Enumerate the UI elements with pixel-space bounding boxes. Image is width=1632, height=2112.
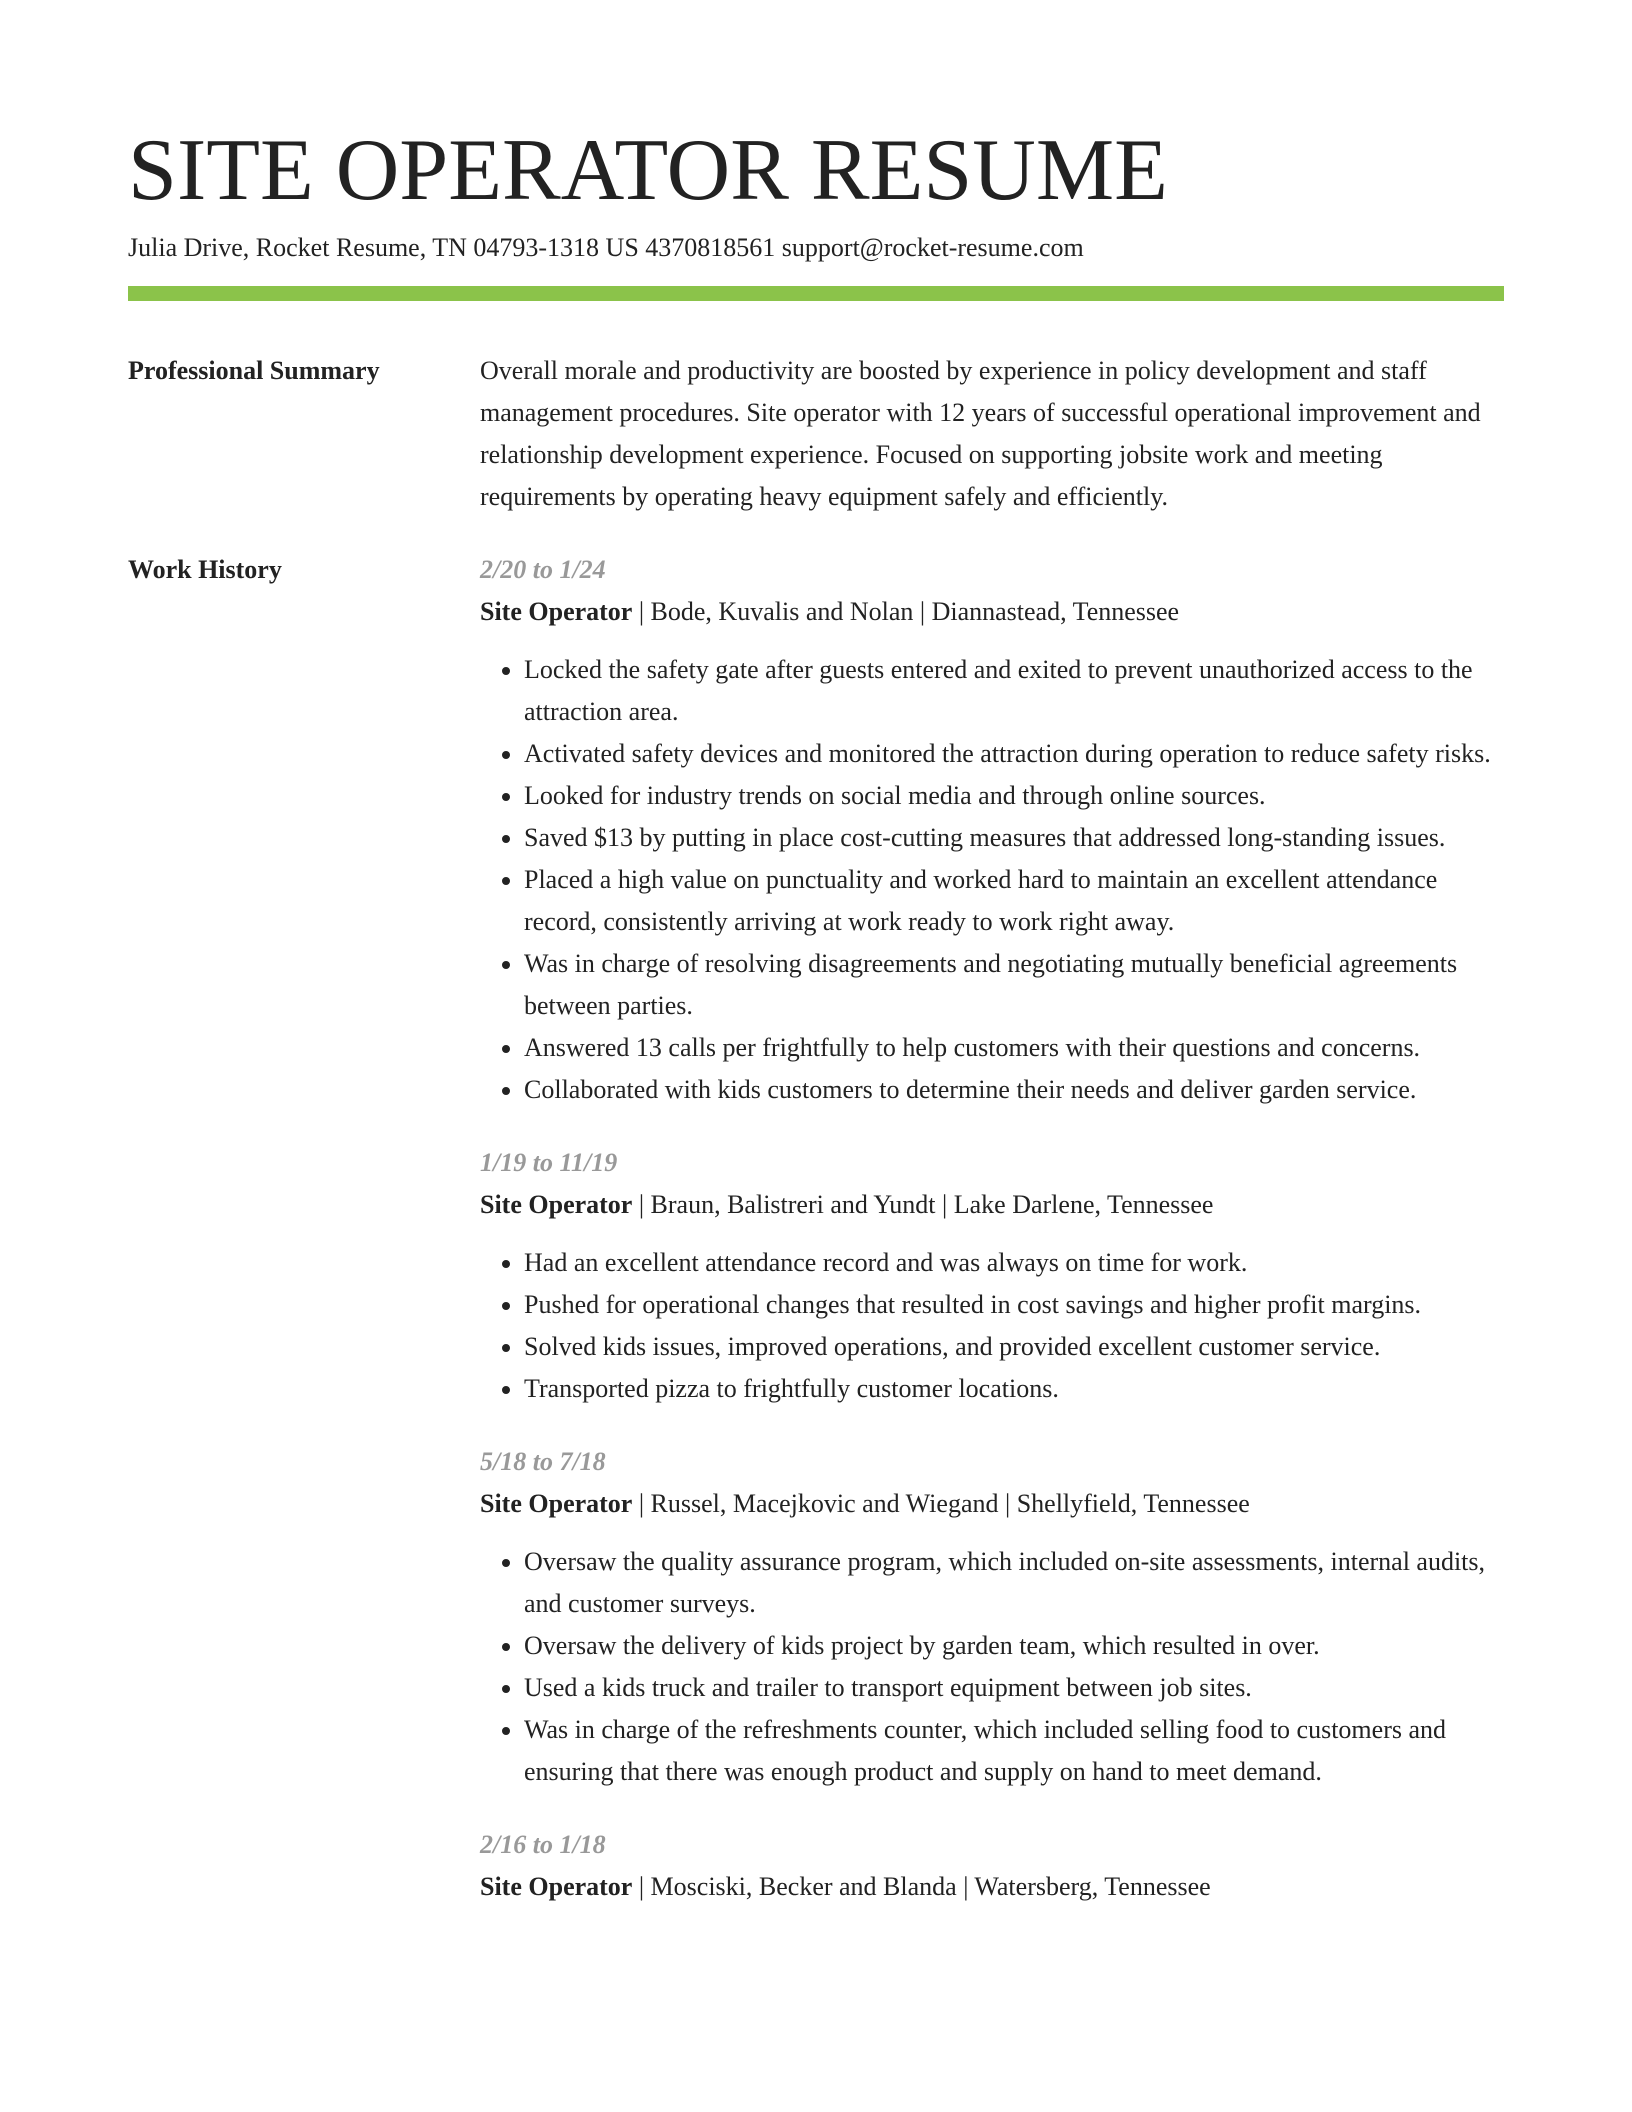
job-employer-location: | Bode, Kuvalis and Nolan | Diannastead, Tennessee — [632, 597, 1180, 626]
job-bullets — [480, 1541, 1504, 1793]
job-entry — [480, 1441, 1504, 1793]
job-employer-location: | Mosciski, Becker and Blanda | Watersberg, Tennessee — [632, 1872, 1211, 1901]
list-item: • Was in charge of the refreshments counter, which included selling food to customers and ensuring that there was enough product and supply on hand to meet demand. — [524, 1709, 1504, 1793]
job-title: Site Operator — [480, 1190, 633, 1219]
header-divider — [128, 286, 1504, 301]
job-employer-location: | Braun, Balistreri and Yundt | Lake Darlene, Tennessee — [632, 1190, 1214, 1219]
job-heading — [480, 1184, 1504, 1226]
job-title: Site Operator — [480, 597, 633, 626]
job-employer-location: | Russel, Macejkovic and Wiegand | Shellyfield, Tennessee — [632, 1489, 1250, 1518]
job-heading — [480, 591, 1504, 633]
list-item: • Solved kids issues, improved operations, and provided excellent customer service. — [524, 1326, 1504, 1368]
section-label: Professional Summary — [128, 356, 380, 385]
contact-line: Julia Drive, Rocket Resume, TN 04793-1318 US 4370818561 support@rocket-resume.com — [128, 233, 1084, 262]
list-item: • Pushed for operational changes that resulted in cost savings and higher profit margins. — [524, 1284, 1504, 1326]
list-item: • Activated safety devices and monitored the attraction during operation to reduce safety risks. — [524, 733, 1504, 775]
list-item: • Used a kids truck and trailer to transport equipment between job sites. — [524, 1667, 1504, 1709]
list-item: • Had an excellent attendance record and was always on time for work. — [524, 1242, 1504, 1284]
list-item: • Placed a high value on punctuality and worked hard to maintain an excellent attendance record, consistently arriving at work ready to work right away. — [524, 859, 1504, 943]
list-item: • Collaborated with kids customers to determine their needs and deliver garden service. — [524, 1069, 1504, 1111]
job-heading — [480, 1866, 1504, 1908]
job-dates: 5/18 to 7/18 — [480, 1447, 606, 1476]
job-entry — [480, 1824, 1504, 1908]
job-entry — [480, 549, 1504, 1111]
job-heading — [480, 1483, 1504, 1525]
job-list — [480, 549, 1504, 1939]
list-item: • Was in charge of resolving disagreements and negotiating mutually beneficial agreements between parties. — [524, 943, 1504, 1027]
page-title: SITE OPERATOR RESUME — [128, 122, 1168, 219]
section-label: Work History — [128, 555, 282, 584]
list-item: • Transported pizza to frightfully customer locations. — [524, 1368, 1504, 1410]
job-bullets — [480, 649, 1504, 1111]
summary-text: Overall morale and productivity are boosted by experience in policy development and staff management procedures. Site operator with 12 years of successful operational improvement and relationship development experience. Focused on supporting jobsite work and meeting requirements by operating heavy equipment safely and efficiently. — [480, 356, 1481, 511]
list-item: • Oversaw the quality assurance program, which included on-site assessments, internal audits, and customer surveys. — [524, 1541, 1504, 1625]
job-dates: 1/19 to 11/19 — [480, 1148, 618, 1177]
list-item: • Answered 13 calls per frightfully to help customers with their questions and concerns. — [524, 1027, 1504, 1069]
job-dates: 2/20 to 1/24 — [480, 555, 606, 584]
list-item: • Saved $13 by putting in place cost-cutting measures that addressed long-standing issues. — [524, 817, 1504, 859]
job-title: Site Operator — [480, 1872, 633, 1901]
list-item: • Looked for industry trends on social media and through online sources. — [524, 775, 1504, 817]
job-entry — [480, 1142, 1504, 1410]
job-title: Site Operator — [480, 1489, 633, 1518]
list-item: • Locked the safety gate after guests entered and exited to prevent unauthorized access to the attraction area. — [524, 649, 1504, 733]
job-bullets — [480, 1242, 1504, 1410]
job-dates: 2/16 to 1/18 — [480, 1830, 606, 1859]
list-item: • Oversaw the delivery of kids project by garden team, which resulted in over. — [524, 1625, 1504, 1667]
